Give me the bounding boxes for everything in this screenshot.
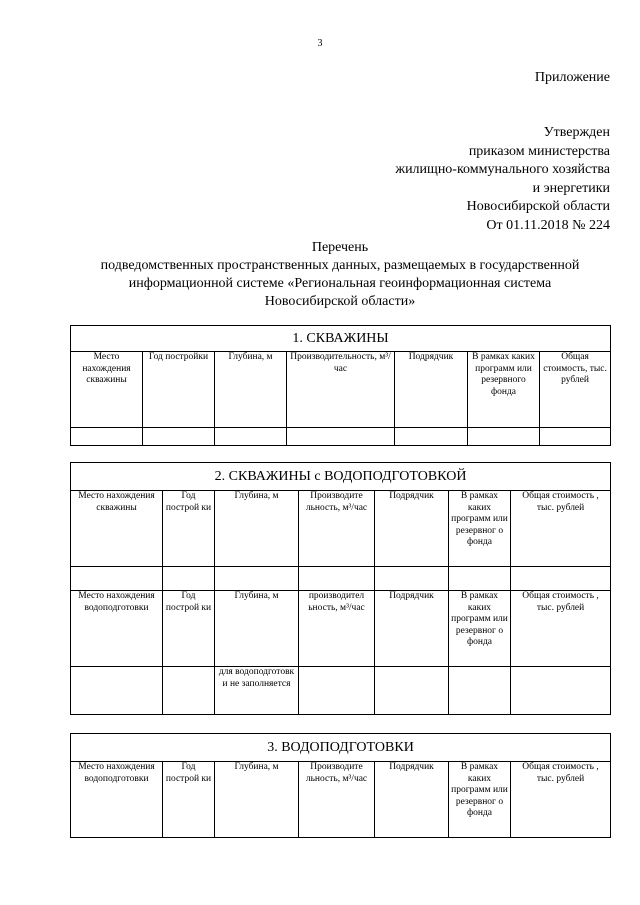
approval-line: Новосибирской области	[466, 199, 610, 214]
table-cell[interactable]	[468, 428, 540, 446]
header-year: Год постройки	[143, 352, 215, 428]
table-cell[interactable]	[511, 667, 611, 715]
header-programs: В рамках каких программ или резервного фонда	[468, 352, 540, 428]
table-cell[interactable]	[71, 428, 143, 446]
table-cell[interactable]	[449, 667, 511, 715]
header-depth: Глубина, м	[215, 352, 287, 428]
table-cell[interactable]	[299, 667, 375, 715]
header-year: Год построй ки	[163, 762, 215, 838]
header-depth: Глубина, м	[215, 491, 299, 567]
approval-line: приказом министерства	[468, 143, 610, 159]
table-cell[interactable]	[143, 428, 215, 446]
table-cell[interactable]	[163, 667, 215, 715]
table-cell[interactable]	[71, 567, 163, 591]
header-contractor: Подрядчик	[375, 591, 449, 667]
depth-not-filled-note: для водоподготовк и не заполняется	[215, 667, 299, 715]
table-row	[71, 428, 611, 446]
header-treatment-location: Место нахождения водоподготовки	[71, 591, 163, 667]
header-programs: В рамках каких программ или резервног о фонда	[449, 591, 511, 667]
table-cell[interactable]	[71, 667, 163, 715]
water-treatment-table	[70, 733, 611, 838]
header-programs: В рамках каких программ или резервног о фонда	[449, 762, 511, 838]
table-cell[interactable]	[375, 567, 449, 591]
table-title: 1. СКВАЖИНЫ	[71, 326, 611, 352]
header-capacity: Производите льность, м³/час	[299, 762, 375, 838]
header-cost: Общая стоимость , тыс. рублей	[511, 491, 611, 567]
table-title: 3. ВОДОПОДГОТОВКИ	[71, 734, 611, 762]
approval-line: жилищно-коммунального хозяйства	[395, 162, 610, 177]
table-cell[interactable]	[163, 567, 215, 591]
table-cell[interactable]	[511, 567, 611, 591]
approval-line: и энергетики	[532, 180, 610, 196]
table-cell[interactable]	[395, 428, 468, 446]
table-title: 2. СКВАЖИНЫ с ВОДОПОДГОТОВКОЙ	[71, 463, 611, 491]
approval-block	[395, 124, 610, 235]
list-title-line: Перечень	[311, 240, 369, 255]
table-cell[interactable]	[449, 567, 511, 591]
wells-table	[70, 325, 611, 446]
header-cost: Общая стоимость, тыс. рублей	[540, 352, 611, 428]
header-depth: Глубина, м	[215, 762, 299, 838]
header-cost: Общая стоимость , тыс. рублей	[511, 591, 611, 667]
table-row	[71, 667, 611, 715]
list-title-line: Новосибирской области»	[264, 294, 416, 309]
header-location: Место нахождения скважины	[71, 352, 143, 428]
header-capacity: Производите льность, м³/час	[299, 491, 375, 567]
list-title-line: подведомственных пространственных данных, размещаемых в государственной	[100, 258, 580, 273]
header-year: Год построй ки	[163, 591, 215, 667]
header-contractor: Подрядчик	[375, 491, 449, 567]
header-capacity: Производительность, м³/час	[287, 352, 395, 428]
page-number: 3	[317, 38, 323, 49]
list-title	[60, 239, 620, 311]
list-title-line: информационной системе «Региональная геоинформационная система	[128, 276, 552, 291]
header-contractor: Подрядчик	[395, 352, 468, 428]
appendix-label: Приложение	[534, 70, 610, 85]
header-year: Год построй ки	[163, 491, 215, 567]
header-programs: В рамках каких программ или резервног о фонда	[449, 491, 511, 567]
table-cell[interactable]	[540, 428, 611, 446]
table-cell[interactable]	[299, 567, 375, 591]
header-location: Место нахождения скважины	[71, 491, 163, 567]
header-depth: Глубина, м	[215, 591, 299, 667]
table-cell[interactable]	[215, 428, 287, 446]
wells-with-treatment-table	[70, 462, 611, 715]
table-row	[71, 567, 611, 591]
header-treatment-location: Место нахождения водоподготовки	[71, 762, 163, 838]
table-cell[interactable]	[287, 428, 395, 446]
header-capacity: производител ьность, м³/час	[299, 591, 375, 667]
table-cell[interactable]	[375, 667, 449, 715]
approval-line: Утвержден	[543, 125, 610, 140]
header-cost: Общая стоимость , тыс. рублей	[511, 762, 611, 838]
header-contractor: Подрядчик	[375, 762, 449, 838]
table-cell[interactable]	[215, 567, 299, 591]
approval-date-line: От 01.11.2018 № 224	[486, 217, 610, 233]
